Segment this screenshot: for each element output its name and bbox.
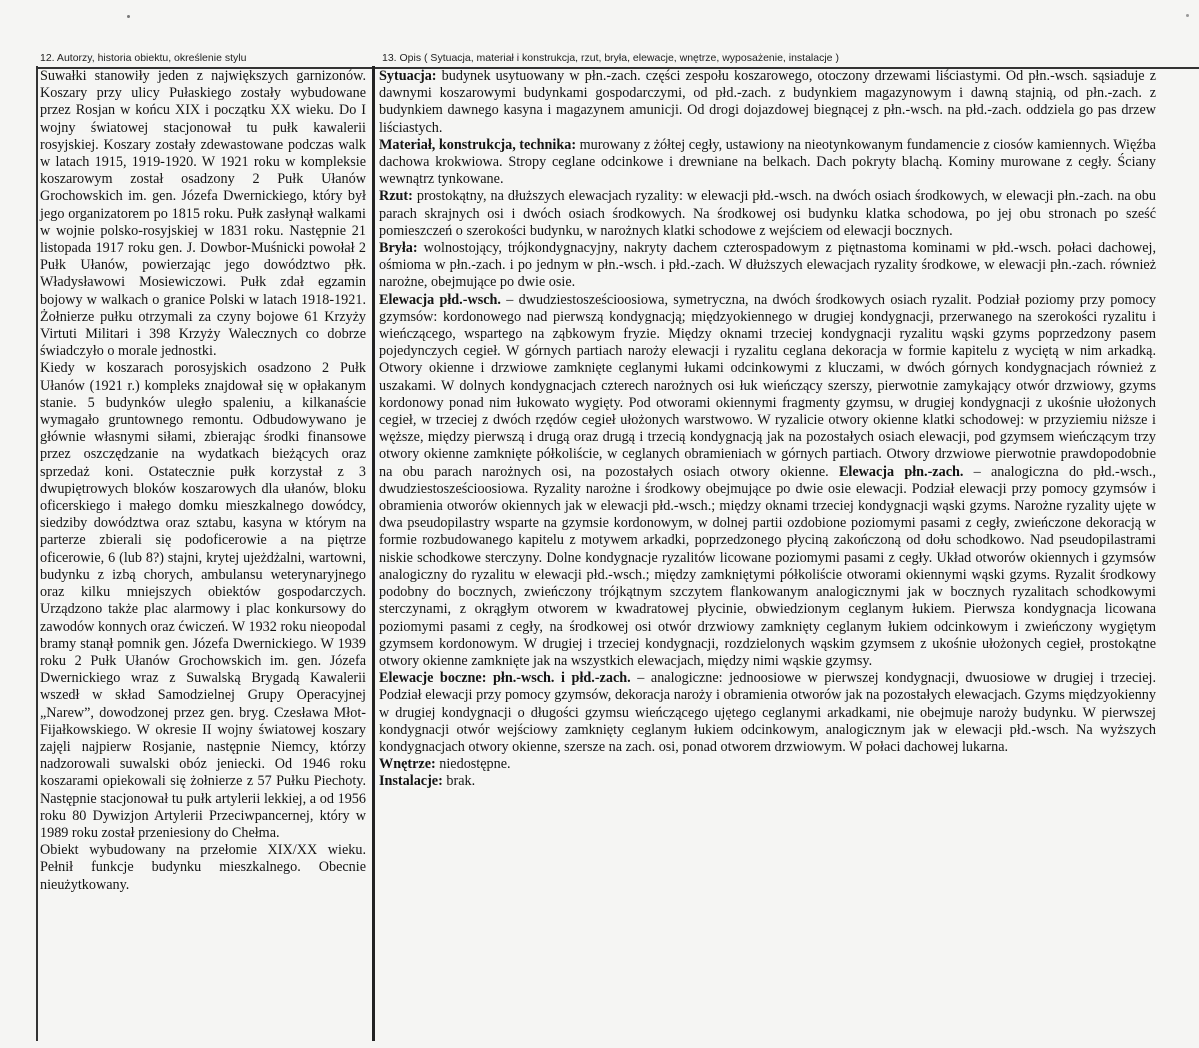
section-installations <box>379 773 1156 790</box>
history-paragraph: Kiedy w koszarach porosyjskich osadzono 2 Pułk Ułanów (1921 r.) kompleks znajdował się w opłakanym stanie. 5 budynków uległo spaleniu, a kilkanaście wymagało gruntownego remontu. Odbudowywano je głównie własnymi siłami, zbierając środki finansowe przez oszczędzanie na wydatkach bieżących oraz sprzedaż koni. Ostatecznie pułk korzystał z 3 dwupiętrowych bloków koszarowych dla ułanów, bloku oficerskiego i małego domku mieszkalnego dowódcy, siedziby dowództwa oraz sztabu, kasyna w którym na parterze zbierali się podoficerowie a na piętrze oficerowie, 6 (lub 8?) stajni, krytej ujeżdżalni, wartowni, budynku z izbą chorych, ambulansu weterynaryjnego oraz kilku mniejszych obiektów gospodarczych. Urządzono także plac alarmowy i plac konkursowy do zawodów konnych oraz ćwiczeń. W 1932 roku nieopodal bramy stanął pomnik gen. Józefa Dwernickiego. W 1939 roku 2 Pułk Ułanów Grochowskich im. gen. Józefa Dwernickiego wraz z Suwalską Brygadą Kawalerii wszedł w skład Samodzielnej Grupy Operacyjnej „Narew”, dowodzonej przez gen. bryg. Czesława Młot-Fijałkowskiego. W okresie II wojny światowej koszary zajęli najpierw Rosjanie, następnie Niemcy, którzy nadzorowali suwalski obóz jeniecki. Od 1946 roku koszarami opiekowali się żołnierze z 57 Pułku Piechoty. Następnie stacjonował tu pułk artylerii lekkiej, a od 1956 roku 80 Dywizjon Artylerii Przeciwpancernej, który w 1989 roku został przeniesiony do Chełma. <box>40 360 366 841</box>
section-text: – analogiczne: jednoosiowe w pierwszej kondygnacji, dwuosiowe w drugiej i trzeciej. Podział elewacji przy pomocy gzymsów, dekoracja naroży i obramienia otworów jak na pozostałych elewacjach. Gzyms międzyokienny w drugiej kondygnacji o długości gzymsu wieńczącego ujętego ceglanymi arkadkami, nie obejmuje naroży budynku. W pierwszej kondygnacji otwór wejściowy zamknięty ceglanym łukiem odcinkowym, analogicznym jak w elewacji płd.-wsch. Na wyższych kondygnacjach otwory okienne, szersze na zach. osi, ponad otworem drzwiowym. W połaci dachowej lukarna. <box>379 670 1156 755</box>
table-left-border <box>36 66 38 1041</box>
history-paragraph: Obiekt wybudowany na przełomie XIX/XX wieku. Pełnił funkcje budynku mieszkalnego. Obecnie nieużytkowany. <box>40 842 366 893</box>
section-label: Sytuacja: <box>379 68 437 84</box>
section-label: Elewacja płd.-wsch. <box>379 291 501 308</box>
section-text: – dwudziestosześcioosiowa, symetryczna, na dwóch środkowych osiach ryzalit. Podział poziomy przy pomocy gzymsów: kordonowego nad pierwszą kondygnacją; międzyokiennego w drugiej kondygnacji, przerwanego na szerokości ryzalitu i wieńczącego, wspartego na ząbkowym fryzie. Między oknami trzeciej kondygnacji ryzalitu wąski gzyms poprzedzony pasem pojedynczych cegieł. W górnych partiach naroży elewacji i ryzalitu ceglana dekoracja w formie kapitelu z wyciętą w nim arkadką. Otwory okienne i drzwiowe zamknięte ceglanymi łukami odcinkowymi z kluczami, w dwóch górnych kondygnacjach również z uszakami. W dolnych kondygnacjach czterech narożnych osi łuk wieńczący szerszy, pierwotnie zamykający otwór drzwiowy, gzyms kordonowy ponad nim łukowato wygięty. Pod otworami okiennymi fragmenty gzymsu, w drugiej kondygnacji z ukośnie ułożonych cegieł, w trzeciej z dwóch rzędów cegieł ułożonych warstwowo. W ryzalicie otwory okienne klatki schodowej: w przyziemiu niższe i węższe, między pierwszą i drugą oraz drugą i trzecią kondygnacją jak na pozostałych osiach elewacji, pod gzymsem wieńczącym trzy otwory okienne zamknięte półkoliście, w ceglanych obramieniach w górnych partiach. Otwory drzwiowe pierwotnie prawdopodobnie na obu parach narożnych osi, na pozostałych osiach otwory okienne. <box>379 291 1156 480</box>
section-text: prostokątny, na dłuższych elewacjach ryzality: w elewacji płd.-wsch. na dwóch osiach środkowych, w elewacji płn.-zach. na obu parach skrajnych osi i dwóch osiach środkowych. Na środkowej osi budynku klatka schodowa, po jej obu stronach po sześć pomieszczeń o szerokości budynku, w narożnych klatki schodowe z wejściem od elewacji bocznych. <box>379 188 1156 239</box>
section-label: Wnętrze: <box>379 756 436 773</box>
section-label: Bryła: <box>379 240 418 257</box>
section-side-elevations <box>379 670 1156 756</box>
section-text: – analogiczna do płd.-wsch., dwudziestosześcioosiowa. Ryzality narożne i środkowy obejmujące po dwie osie elewacji. Podział elewacji przy pomocy gzymsów i obramienia otworów okiennych jak w elewacji płd.-wsch.; między oknami trzeciej kondygnacji wąski gzyms. Narożne ryzality ujęte w dwa pseudopilastry wsparte na gzymsie kordonowym, w dolnej partii ozdobione poziomymi pasami z cegły, zwieńczone dekoracją w formie rozbudowanego kapitelu z motywem arkadki, poprzedzonego płyciną zakończoną od dołu schodkowo. Nad pseudopilastrami niskie schodkowe sterczyny. Dolne kondygnacje ryzalitów licowane poziomymi pasami z cegły. Układ otworów okiennych i gzymsów analogiczny do ryzalitu w elewacji płd.-wsch.; między zamkniętymi półkoliście otworami okiennymi wąski gzyms. Ryzalit środkowy podobny do bocznych, zwieńczony trójkątnym szczytem flankowanym analogicznymi jak w bocznych ryzalitach schodkowymi sterczynami, z okrągłym otworem w kwadratowej płycinie, obwiedzionym ceglanym łukiem. Pierwsza kondygnacja licowana poziomymi pasami z cegły, na środkowej osi otwór drzwiowy zamknięty ceglanym łukiem odcinkowym i zwieńczony wygiętym gzymsem kordonowym. W drugiej i trzeciej kondygnacji, rozdzielonych wąskim gzymsem z ukośnie ułożonych cegieł, prostokątne otwory okienne zamknięte jak na wszystkich elewacjach, między nimi wąskie gzymsy. <box>379 463 1156 669</box>
section-massing <box>379 240 1156 292</box>
scan-speck <box>1186 14 1189 17</box>
section-text: budynek usytuowany w płn.-zach. części zespołu koszarowego, otoczony drzewami liściastymi. Od płn.-wsch. sąsiaduje z dawnymi koszarowymi budynkami gospodarczymi, od płd.-zach. z budynkiem magazynowym i dawną stajnią, od płn.-zach. z budynkiem dawnego kasyna i magazynem amunicji. Od drogi dojazdowej biegnącej z płn.-wsch. na płd.-zach. oddziela go pas drzew liściastych. <box>379 68 1156 136</box>
section-material <box>379 137 1156 189</box>
section-text: brak. <box>442 773 476 790</box>
section-label: Instalacje: <box>379 773 443 790</box>
section-label: Rzut: <box>379 188 413 205</box>
description-column <box>379 68 1156 791</box>
history-column <box>40 68 366 894</box>
section-situation <box>379 68 1156 137</box>
section-interior <box>379 756 1156 773</box>
section-12-header: 12. Autorzy, historia obiektu, określenie stylu <box>40 52 247 64</box>
section-plan <box>379 188 1156 240</box>
section-label: Materiał, konstrukcja, technika: <box>379 136 577 153</box>
section-text: niedostępne. <box>435 756 511 773</box>
column-divider <box>372 66 375 1041</box>
section-text: wolnostojący, trójkondygnacyjny, nakryty dachem czterospadowym z piętnastoma kominami w płd.-wsch. połaci dachowej, ośmioma w płn.-zach. i po jednym w płn.-wsch. i płd.-zach. W dłuższych elewacjach ryzality środkowe, w elewacji płn.-zach. również narożne, obejmujące po dwie osie. <box>379 240 1156 291</box>
section-label: Elewacja płn.-zach. <box>838 463 964 480</box>
section-elevations-main <box>379 292 1156 670</box>
section-text: murowany z żółtej cegły, ustawiony na nieotynkowanym fundamencie z ciosów kamiennych. Więźba dachowa krokwiowa. Stropy ceglane odcinkowe i drewniane na belkach. Dach pokryty blachą. Kominy murowane z cegły. Ściany wewnątrz tynkowane. <box>379 136 1156 188</box>
scan-speck <box>127 15 130 18</box>
history-paragraph: Suwałki stanowiły jeden z największych garnizonów. Koszary przy ulicy Pułaskiego zostały wybudowane przez Rosjan w końcu XIX i początku XX wieku. Do I wojny światowej stacjonował tu pułk kawalerii rosyjskiej. Koszary zostały zdewastowane podczas walk w latach 1915, 1919-1920. W 1921 roku w kompleksie koszarowym został osadzony 2 Pułk Ułanów Grochowskich im. gen. Józefa Dwernickiego, który był jego organizatorem po 1815 roku. Pułk zasłynął walkami w wojnie polsko-rosyjskiej w 1831 roku. Następnie 21 listopada 1917 roku gen. J. Dowbor-Muśnicki powołał 2 Pułk Ułanów, powierzając jego dowództwo płk. Władysławowi Mosiewiczowi. Pułk zdał egzamin bojowy w walkach o granice Polski w latach 1918-1921. Żołnierze pułku otrzymali za czyny bojowe 61 Krzyży Virtuti Militari i 398 Krzyży Walecznych co dobrze świadczyło o morale jednostki. <box>40 68 366 360</box>
section-label: Elewacje boczne: płn.-wsch. i płd.-zach. <box>379 670 631 687</box>
section-13-header: 13. Opis ( Sytuacja, materiał i konstrukcja, rzut, bryła, elewacje, wnętrze, wyposażenie, instalacje ) <box>382 52 839 64</box>
